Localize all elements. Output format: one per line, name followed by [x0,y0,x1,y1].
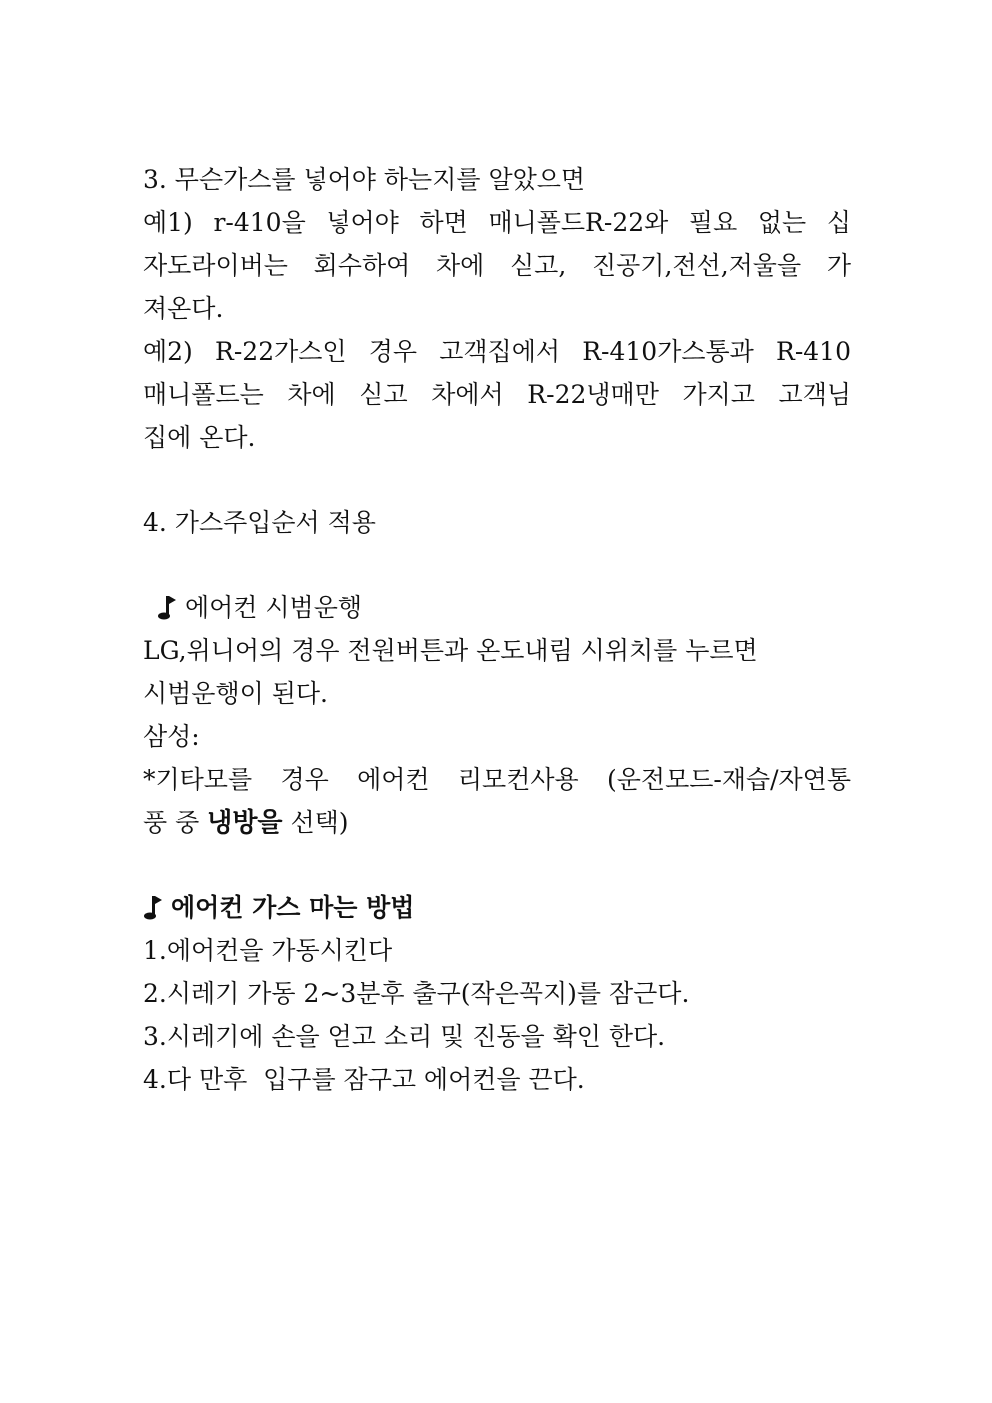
lg-instruction-line-1: LG,위니어의 경우 전원버튼과 온도내림 시위치를 누르면 [143,636,758,665]
other-instruction-line-1: *기타모를 경우 에어컨 리모컨사용 (운전모드-재습/자연통 [143,765,851,794]
spacer [143,544,851,586]
gas-step-2: 2.시레기 가동 2~3분후 출구(작은꼭지)를 잠근다. [143,979,690,1008]
other-line-2-suffix: 선택) [282,808,349,837]
other-instruction-line-2 [143,801,851,844]
example-1-line-3: 져온다. [143,294,224,323]
document-body [143,158,851,1101]
cooling-mode-emphasis: 냉방을 [207,808,283,838]
example-1-line-2: 자도라이버는 회수하여 차에 싣고, 진공기,전선,저울을 가 [143,251,851,280]
lg-instruction-line-2: 시범운행이 된다. [143,679,328,708]
samsung-label: 삼성: [143,722,200,751]
section-4-title: 4. 가스주입순서 적용 [143,508,376,537]
example-2-line-1: 예2) R-22가스인 경우 고객집에서 R-410가스통과 R-410 [143,337,851,366]
spacer [143,459,851,501]
gas-step-3: 3.시레기에 손을 얻고 소리 및 진동을 확인 한다. [143,1022,666,1051]
example-2-line-2: 매니폴드는 차에 싣고 차에서 R-22냉매만 가지고 고객님 [143,380,851,409]
gas-method-title: 에어컨 가스 마는 방법 [171,893,415,922]
section-3-title: 3. 무슨가스를 넣어야 하는지를 알았으면 [143,165,586,194]
example-1-line-1: 예1) r-410을 넣어야 하면 매니폴드R-22와 필요 없는 십 [143,208,851,237]
other-line-2-prefix: 풍 중 [143,808,208,837]
trial-run-title: 에어컨 시범운행 [185,593,362,622]
golf-flag-icon [157,594,177,620]
example-2-line-3: 집에 온다. [143,423,256,452]
gas-method-heading [143,886,851,929]
spacer [143,844,851,886]
gas-step-4: 4.다 만후 입구를 잠구고 에어컨을 끈다. [143,1065,585,1094]
gas-step-1: 1.에어컨을 가동시킨다 [143,936,393,965]
golf-flag-icon [143,894,163,920]
trial-run-heading [143,586,851,629]
